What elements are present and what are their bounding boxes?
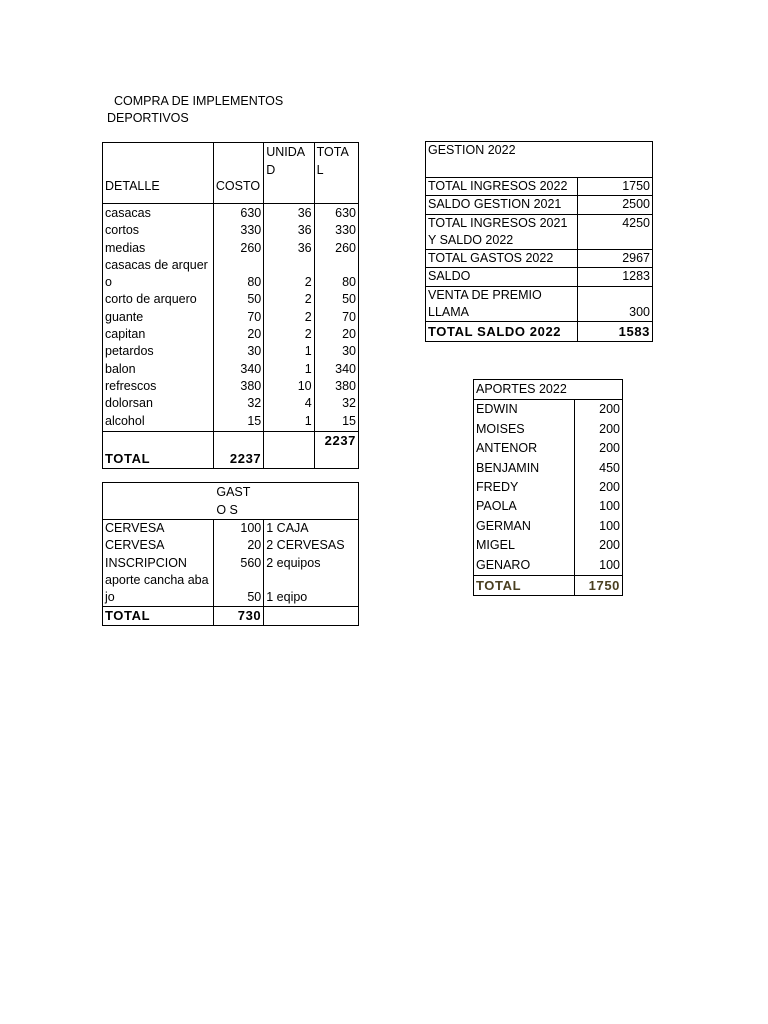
table-row xyxy=(426,214,653,250)
row-name: EDWIN xyxy=(474,400,575,420)
gastos-table xyxy=(102,482,359,626)
row-nota: 2 CERVESAS xyxy=(266,538,345,553)
row-total: 50 xyxy=(342,292,356,307)
row-detalle: aporte cancha abajo xyxy=(103,572,214,607)
row-total: 330 xyxy=(335,223,356,238)
gastos-total-row xyxy=(103,607,359,625)
row-value: 100 xyxy=(599,499,620,514)
row-label: VENTA DE PREMIO LLAMA xyxy=(426,286,578,322)
gestion-total-label: TOTAL SALDO 2022 xyxy=(426,322,578,342)
table-row xyxy=(474,556,623,576)
row-value: 200 xyxy=(599,421,620,436)
table-row xyxy=(426,196,653,214)
row-detalle: dolorsan xyxy=(103,395,214,412)
purchase-total-costo: 2237 xyxy=(213,431,263,468)
row-costo: 30 xyxy=(213,343,263,360)
row-costo: 340 xyxy=(213,361,263,378)
row-detalle: alcohol xyxy=(103,413,214,432)
aportes-total-row xyxy=(474,576,623,596)
row-costo: 330 xyxy=(213,222,263,239)
row-total: 70 xyxy=(342,309,356,324)
gastos-total-value: 730 xyxy=(213,607,263,625)
purchase-total-total: 2237 xyxy=(314,431,358,468)
row-value: 450 xyxy=(599,460,620,475)
row-total: 30 xyxy=(342,344,356,359)
purchase-total-label: TOTAL xyxy=(103,431,214,468)
table-row xyxy=(103,537,359,554)
table-row xyxy=(474,400,623,420)
row-name: PAOLA xyxy=(474,497,575,516)
purchase-table-body xyxy=(103,204,359,432)
gestion-total-value: 1583 xyxy=(618,324,650,340)
row-costo: 20 xyxy=(213,326,263,343)
row-unidad: 1 xyxy=(264,361,314,378)
row-value: 4250 xyxy=(577,214,652,250)
table-row xyxy=(103,361,359,378)
row-detalle: petardos xyxy=(103,343,214,360)
row-costo: 32 xyxy=(213,395,263,412)
row-costo: 630 xyxy=(213,204,263,223)
row-value: 200 xyxy=(599,402,620,417)
row-nota: 2 equipos xyxy=(266,555,321,570)
aportes-total-value: 1750 xyxy=(574,576,622,596)
row-unidad: 1 xyxy=(264,413,314,432)
gestion-total-row xyxy=(426,322,653,342)
row-unidad: 2 xyxy=(264,326,314,343)
row-detalle: corto de arquero xyxy=(103,291,214,308)
purchase-table-header xyxy=(103,143,359,204)
gastos-total-label: TOTAL xyxy=(103,607,214,625)
table-row xyxy=(474,439,623,458)
table-row xyxy=(474,420,623,439)
purchase-total-unidad xyxy=(264,431,314,468)
row-unidad: 36 xyxy=(264,222,314,239)
row-label: TOTAL GASTOS 2022 xyxy=(426,250,578,268)
aportes-table xyxy=(473,379,623,596)
gestion-table xyxy=(425,141,653,342)
row-detalle: guante xyxy=(103,309,214,326)
row-detalle: CERVESA xyxy=(103,537,214,554)
row-unidad: 36 xyxy=(264,204,314,223)
table-row xyxy=(474,517,623,536)
row-value: 200 xyxy=(599,538,620,553)
table-row xyxy=(103,572,359,607)
row-costo: 260 xyxy=(213,240,263,257)
document-title xyxy=(107,93,307,127)
row-detalle: medias xyxy=(103,240,214,257)
row-costo: 50 xyxy=(213,291,263,308)
row-total: 15 xyxy=(342,413,356,428)
table-row xyxy=(103,343,359,360)
row-unidad: 1 xyxy=(264,343,314,360)
row-total: 340 xyxy=(335,361,356,376)
row-detalle: CERVESA xyxy=(103,520,214,538)
row-monto: 50 xyxy=(213,572,263,607)
purchase-total-row xyxy=(103,431,359,468)
row-total: 630 xyxy=(335,206,356,220)
row-name: GENARO xyxy=(474,556,575,576)
table-row xyxy=(474,459,623,478)
row-unidad: 2 xyxy=(264,309,314,326)
row-total: 380 xyxy=(335,378,356,393)
row-value: 1750 xyxy=(577,178,652,196)
row-detalle: balon xyxy=(103,361,214,378)
table-row xyxy=(426,286,653,322)
row-value: 100 xyxy=(599,557,620,572)
table-row xyxy=(103,204,359,223)
row-name: MOISES xyxy=(474,420,575,439)
row-nota: 1 CAJA xyxy=(266,521,309,535)
row-label: TOTAL INGRESOS 2021 Y SALDO 2022 xyxy=(426,214,578,250)
row-detalle: INSCRIPCION xyxy=(103,555,214,572)
header-unidad: UNIDA D xyxy=(264,143,314,204)
table-row xyxy=(103,309,359,326)
aportes-header-row xyxy=(474,380,623,400)
row-detalle: cortos xyxy=(103,222,214,239)
row-name: GERMAN xyxy=(474,517,575,536)
row-value: 100 xyxy=(599,518,620,533)
table-row xyxy=(103,240,359,257)
row-total: 80 xyxy=(342,275,356,290)
header-total: TOTA L xyxy=(314,143,358,204)
row-unidad: 2 xyxy=(264,257,314,292)
table-row xyxy=(103,520,359,538)
aportes-table-body xyxy=(474,400,623,576)
row-monto: 20 xyxy=(213,537,263,554)
table-row xyxy=(103,326,359,343)
table-row xyxy=(103,555,359,572)
row-detalle: refrescos xyxy=(103,378,214,395)
row-name: ANTENOR xyxy=(474,439,575,458)
row-unidad: 36 xyxy=(264,240,314,257)
title-line-2: DEPORTIVOS xyxy=(107,111,189,125)
gastos-header-row xyxy=(103,483,359,520)
row-unidad: 4 xyxy=(264,395,314,412)
table-row xyxy=(474,497,623,516)
gestion-header-row xyxy=(426,142,653,178)
row-total: 20 xyxy=(342,327,356,342)
table-row xyxy=(103,378,359,395)
row-value: 2967 xyxy=(577,250,652,268)
row-costo: 15 xyxy=(213,413,263,432)
row-unidad: 10 xyxy=(264,378,314,395)
row-value: 200 xyxy=(599,441,620,456)
row-name: MIGEL xyxy=(474,536,575,555)
header-costo: COSTO xyxy=(213,143,263,204)
row-costo: 80 xyxy=(213,257,263,292)
row-unidad: 2 xyxy=(264,291,314,308)
row-value: 300 xyxy=(577,286,652,322)
row-label: TOTAL INGRESOS 2022 xyxy=(426,178,578,196)
row-value: 2500 xyxy=(577,196,652,214)
table-row xyxy=(474,478,623,497)
gastos-total-note xyxy=(264,607,359,625)
table-row xyxy=(103,413,359,432)
row-detalle: capitan xyxy=(103,326,214,343)
gastos-header: GASTO S xyxy=(213,483,358,520)
gestion-table-body xyxy=(426,178,653,322)
row-detalle: casacas de arquero xyxy=(103,257,214,292)
row-label: SALDO xyxy=(426,268,578,286)
row-total: 260 xyxy=(335,240,356,255)
table-row xyxy=(103,395,359,412)
gestion-header: GESTION 2022 xyxy=(426,142,653,178)
table-row xyxy=(103,222,359,239)
row-label: SALDO GESTION 2021 xyxy=(426,196,578,214)
row-monto: 100 xyxy=(213,520,263,538)
row-costo: 70 xyxy=(213,309,263,326)
row-value: 1283 xyxy=(577,268,652,286)
table-row xyxy=(426,250,653,268)
row-total: 32 xyxy=(342,396,356,411)
table-row xyxy=(426,178,653,196)
title-line-1: COMPRA DE IMPLEMENTOS xyxy=(114,94,284,108)
row-name: BENJAMIN xyxy=(474,459,575,478)
table-row xyxy=(474,536,623,555)
purchase-table xyxy=(102,142,359,469)
header-detalle: DETALLE xyxy=(103,143,214,204)
row-value: 200 xyxy=(599,480,620,495)
table-row xyxy=(103,291,359,308)
row-monto: 560 xyxy=(213,555,263,572)
aportes-total-label: TOTAL xyxy=(474,576,575,596)
table-row xyxy=(426,268,653,286)
row-detalle: casacas xyxy=(103,204,214,223)
table-row xyxy=(103,257,359,292)
row-nota: 1 eqipo xyxy=(266,590,308,605)
aportes-header: APORTES 2022 xyxy=(474,380,623,400)
row-costo: 380 xyxy=(213,378,263,395)
gastos-table-body xyxy=(103,520,359,607)
row-name: FREDY xyxy=(474,478,575,497)
